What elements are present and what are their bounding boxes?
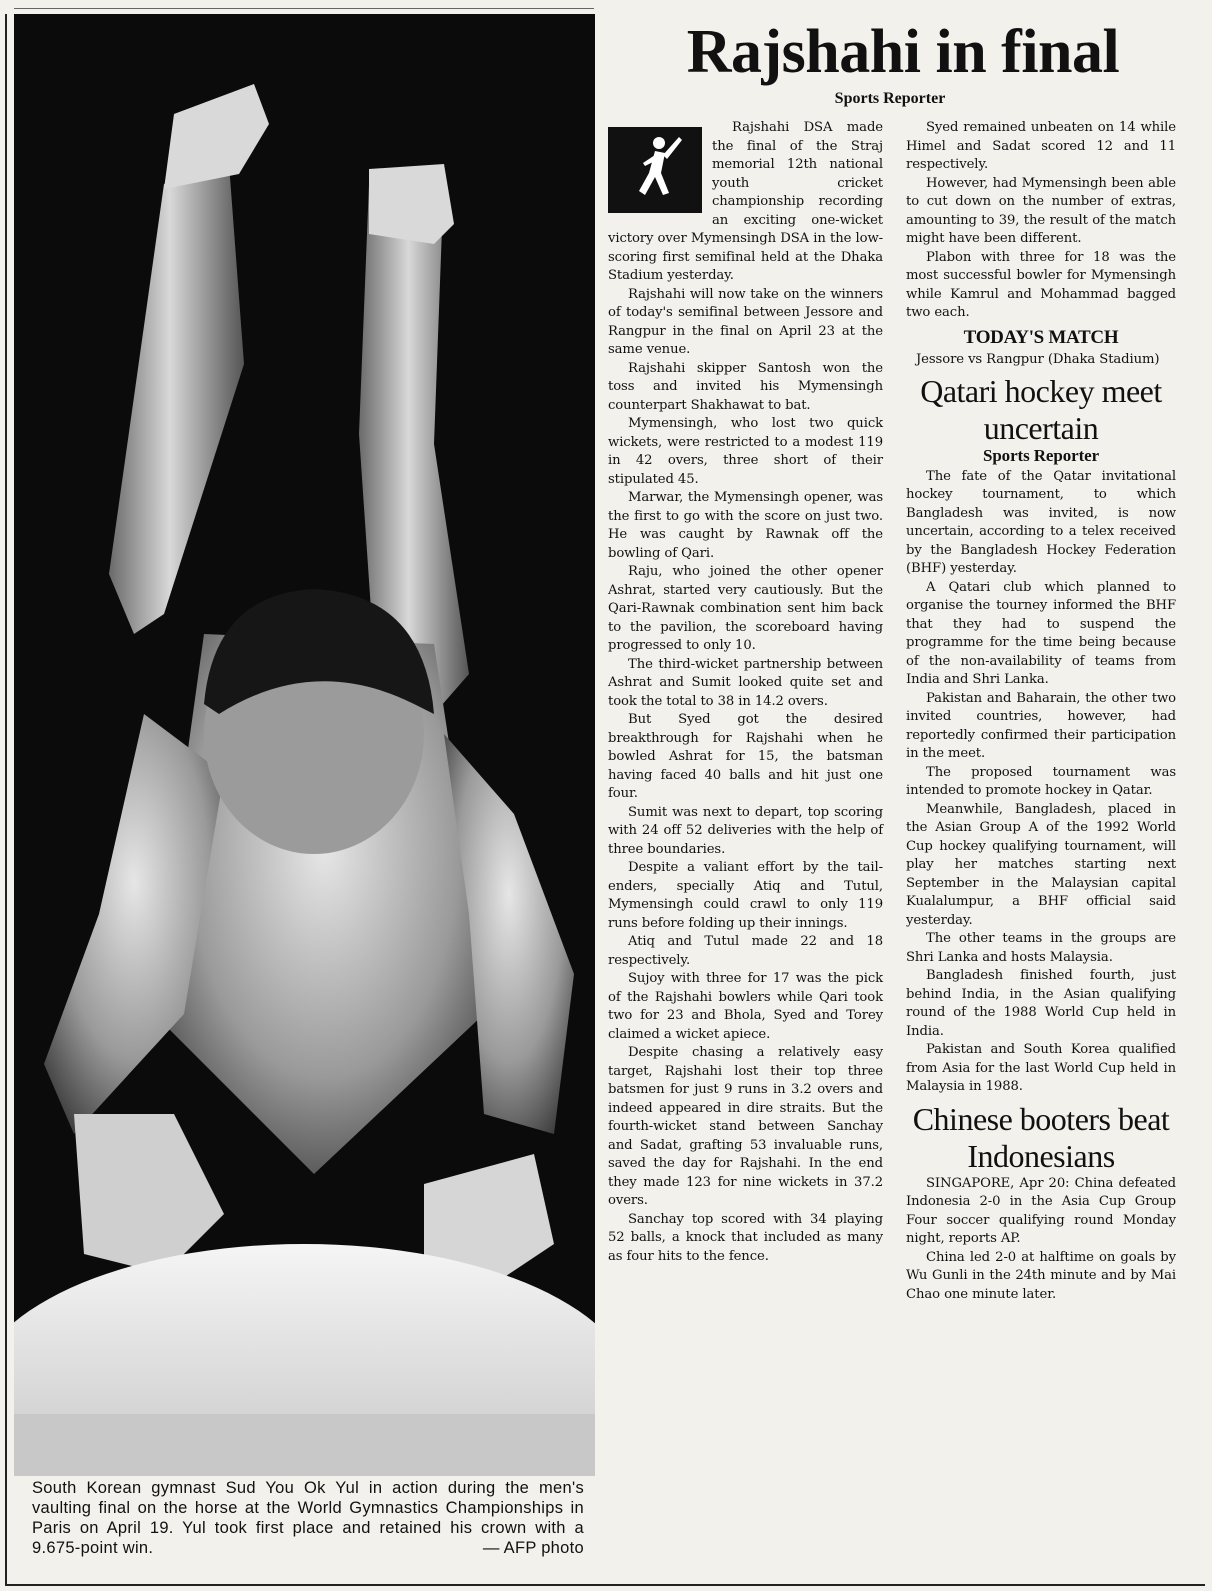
- article-column-2: [906, 119, 1176, 1304]
- article-paragraph: The third-wicket partnership between Ashrat and Sumit looked quite set and took the total to 38 in 14.2 overs.: [608, 656, 883, 709]
- top-rule: [14, 8, 594, 9]
- article-paragraph: Raju, who joined the other opener Ashrat, started very cautiously. But the Qari-Rawnak combination sent him back to the pavilion, the scoreboard having progressed to only 10.: [608, 564, 883, 653]
- article-paragraph: Marwar, the Mymensingh opener, was the first to go with the score on just two. He was caught by Rawnak off the bowling of Qari.: [608, 490, 883, 561]
- article-paragraph: Despite a valiant effort by the tail-enders, specially Atiq and Tutul, Mymensingh could crawl to only 119 runs before folding up their innings.: [608, 860, 883, 931]
- left-rule: [5, 14, 7, 1586]
- hockey-paragraph: The proposed tournament was intended to promote hockey in Qatar.: [906, 764, 1176, 798]
- article-paragraph: However, had Mymensingh been able to cut down on the number of extras, amounting to 39, the result of the match might have been different.: [906, 175, 1176, 246]
- article-paragraph: Sujoy with three for 17 was the pick of the Rajshahi bowlers while Qari took two for 23 and Bhola, Syed and Torey claimed a wicket apiece.: [608, 971, 883, 1042]
- gymnast-photo: [14, 14, 595, 1476]
- hockey-headline: Qatari hockey meet uncertain: [920, 373, 1162, 446]
- todays-match-text: Jessore vs Rangpur (Dhaka Stadium): [916, 351, 1160, 367]
- article-byline: Sports Reporter: [834, 90, 946, 107]
- photo-caption: [32, 1478, 584, 1558]
- hockey-paragraph: Pakistan and South Korea qualified from Asia for the last World Cup held in Malaysia in 1988.: [906, 1042, 1176, 1094]
- soccer-headline: Chinese booters beat Indonesians: [912, 1100, 1170, 1174]
- soccer-paragraph: China led 2-0 at halftime on goals by Wu Gunli in the 24th minute and by Mai Chao one minute later.: [906, 1249, 1176, 1302]
- page-headline: Rajshahi in final: [686, 18, 1120, 86]
- hockey-paragraph: A Qatari club which planned to organise the tourney informed the BHF that they had to suspend the programme for the time being because of the non-availability of teams from India and Shri Lanka.: [906, 579, 1176, 687]
- article-paragraph: Rajshahi DSA made the final of the Straj memorial 12th national youth cricket championship recording an exciting one-wicket victory over Mymensingh DSA in the low-scoring first semifinal held at the Dhaka Stadium yesterday.: [608, 120, 883, 283]
- caption-text: South Korean gymnast Sud You Ok Yul in action during the men's vaulting final on the horse at the World Gymnastics Championships in Paris on April 19. Yul took first place and retained his crown with a 9.675-point win.: [32, 1479, 584, 1557]
- article-paragraph: Rajshahi will now take on the winners of today's semifinal between Jessore and Rangpur in the final on April 23 at the same venue.: [608, 286, 883, 357]
- article-paragraph: Plabon with three for 18 was the most successful bowler for Mymensingh while Kamrul and Mohammad bagged two each.: [906, 249, 1176, 320]
- hockey-paragraph: The other teams in the groups are Shri Lanka and hosts Malaysia.: [906, 931, 1176, 965]
- article-paragraph: Syed remained unbeaten on 14 while Himel and Sadat scored 12 and 11 respectively.: [906, 120, 1176, 172]
- article-paragraph: Mymensingh, who lost two quick wickets, were restricted to a modest 119 in 42 overs, three short of their stipulated 45.: [608, 416, 883, 487]
- article-paragraph: Sumit was next to depart, top scoring with 24 off 52 deliveries with the help of three boundaries.: [608, 804, 883, 857]
- hockey-paragraph: The fate of the Qatar invitational hockey tournament, to which Bangladesh was invited, is now uncertain, according to a telex received by the Bangladesh Hockey Federation (BHF) yesterday.: [906, 468, 1176, 576]
- hockey-paragraph: Pakistan and Baharain, the other two invited countries, however, had reportedly confirmed their participation in the meet.: [906, 690, 1176, 761]
- bottom-rule: [5, 1584, 1205, 1586]
- todays-match-heading: TODAY'S MATCH: [963, 326, 1119, 348]
- article-paragraph: Rajshahi skipper Santosh won the toss and invited his Mymensingh counterpart Shakhawat to bat.: [608, 360, 883, 413]
- hockey-paragraph: Bangladesh finished fourth, just behind India, in the Asian qualifying round of the 1988 World Cup held in India.: [906, 968, 1176, 1039]
- article-column-1: [608, 119, 883, 1266]
- photo-credit: — AFP photo: [482, 1539, 584, 1557]
- hockey-paragraph: Meanwhile, Bangladesh, placed in the Asian Group A of the 1992 World Cup hockey qualifying tournament, will play her matches starting next September in the Malaysian capital Kualalumpur, a BHF official said yesterday.: [906, 801, 1176, 928]
- article-paragraph: Atiq and Tutul made 22 and 18 respectively.: [608, 934, 883, 968]
- article-paragraph: But Syed got the desired breakthrough for Rajshahi when he bowled Ashrat for 15, the batsman having faced 40 balls and hit just one four.: [608, 712, 883, 801]
- article-paragraph: Despite chasing a relatively easy target, Rajshahi lost their top three batsmen for just 9 runs in 3.2 overs and indeed appeared in dire straits. But the fourth-wicket stand between Sanchay and Sadat, grafting 53 invaluable runs, saved the day for Rajshahi. In the end they made 123 for nine wickets in 37.2 overs.: [608, 1045, 883, 1208]
- soccer-paragraph: SINGAPORE, Apr 20: China defeated Indonesia 2-0 in the Asia Cup Group Four soccer qualifying round Monday night, reports AP.: [906, 1175, 1176, 1246]
- article-paragraph: Sanchay top scored with 34 playing 52 balls, a knock that included as many as four hits to the fence.: [608, 1211, 883, 1264]
- cricket-batsman-icon: [608, 127, 702, 213]
- hockey-byline: Sports Reporter: [982, 446, 1100, 465]
